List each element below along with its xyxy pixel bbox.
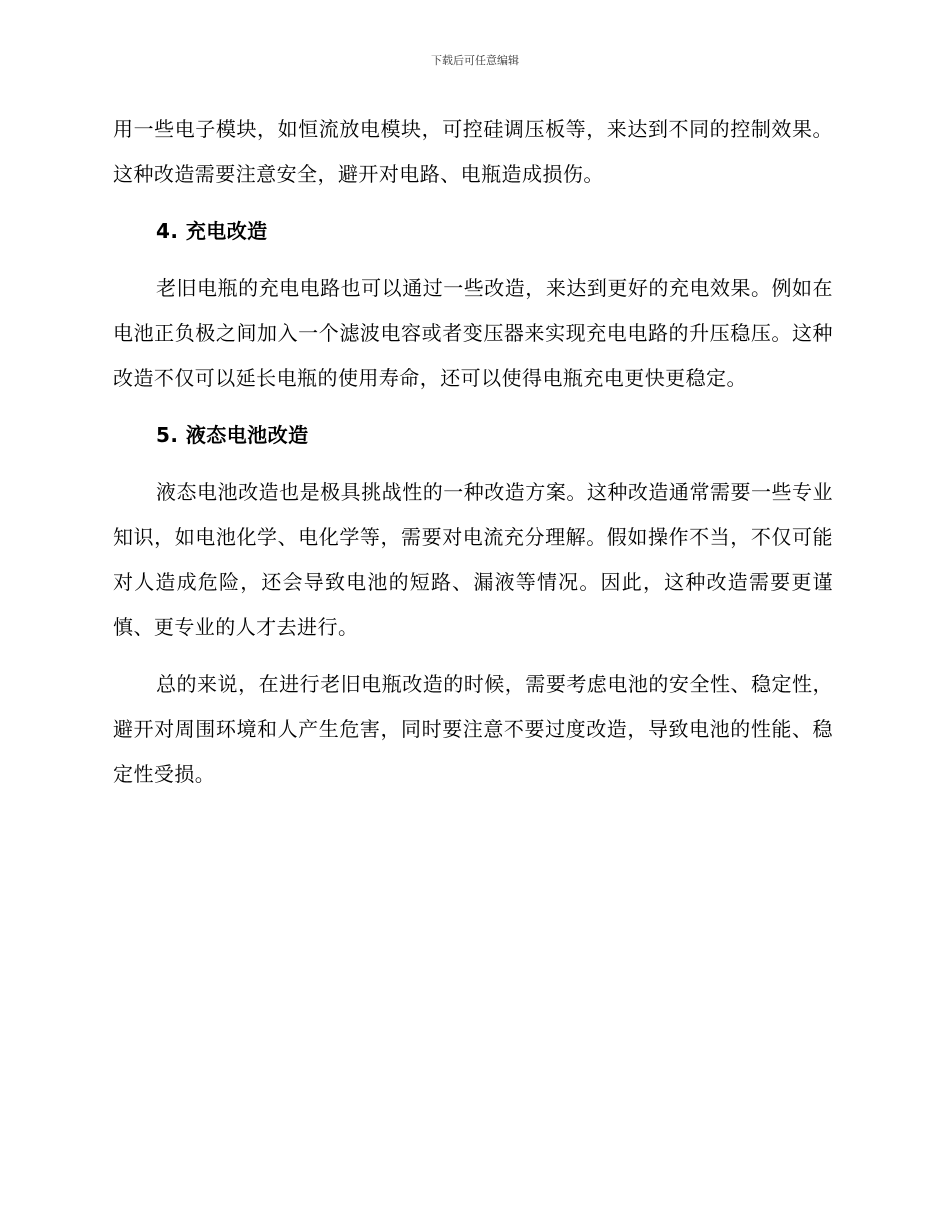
- continuation-paragraph: 用一些电子模块，如恒流放电模块，可控硅调压板等，来达到不同的控制效果。这种改造需要注意安全，避开对电路、电瓶造成损伤。: [113, 117, 833, 186]
- section-5-paragraph: 液态电池改造也是极具挑战性的一种改造方案。这种改造通常需要一些专业知识，如电池化学、电化学等，需要对电流充分理解。假如操作不当，不仅可能对人造成危险，还会导致电池的短路、漏液等情况。因此，这种改造需要更谨慎、更专业的人才去进行。: [113, 480, 833, 639]
- conclusion-paragraph: 总的来说，在进行老旧电瓶改造的时候，需要考虑电池的安全性、稳定性，避开对周围环境和人产生危害，同时要注意不要过度改造，导致电池的性能、稳定性受损。: [113, 672, 833, 786]
- section-4-paragraph: 老旧电瓶的充电电路也可以通过一些改造，来达到更好的充电效果。例如在电池正负极之间加入一个滤波电容或者变压器来实现充电电路的升压稳压。这种改造不仅可以延长电瓶的使用寿命，还可以使得电瓶充电更快更稳定。: [113, 276, 833, 390]
- document-body: [113, 107, 833, 797]
- page-header: 下载后可任意编辑: [431, 54, 519, 67]
- section-heading-4: 4. 充电改造: [156, 219, 268, 243]
- section-heading-5: 5. 液态电池改造: [156, 423, 309, 447]
